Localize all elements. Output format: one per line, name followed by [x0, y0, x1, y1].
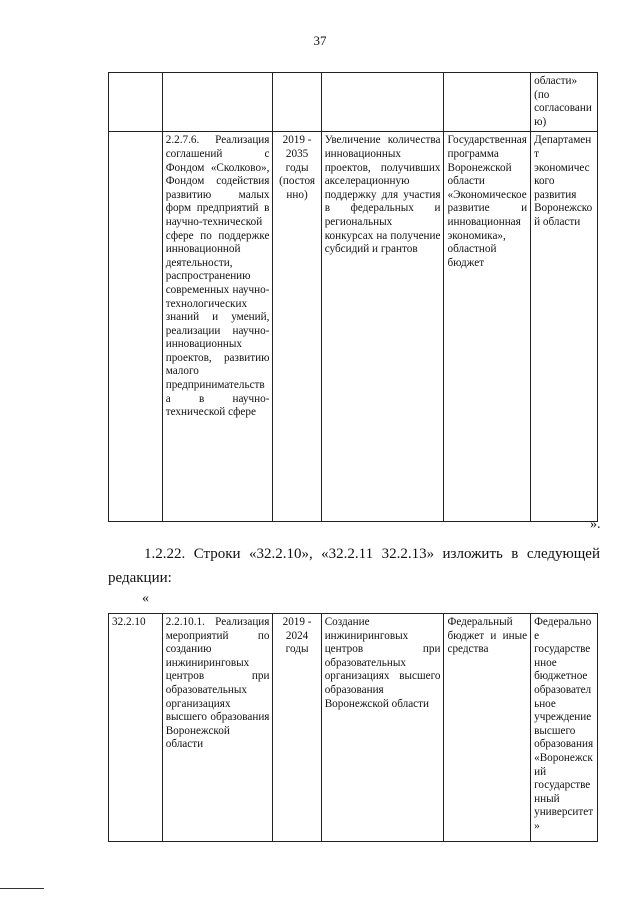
period-cell: 2019 - 2035 годы (постоянно) — [273, 132, 321, 522]
row-number-cell: 32.2.10 — [109, 614, 163, 842]
opening-quote: « — [142, 591, 149, 606]
row-number-cell — [109, 132, 163, 522]
executor-cell: области» (по согласованию) — [531, 73, 598, 132]
table-row — [109, 614, 598, 842]
footer-divider — [0, 888, 44, 889]
funding-source-cell: Федеральный бюджет и иные средства — [444, 614, 531, 842]
measure-name-cell: 2.2.7.6. Реализация соглашений с Фондом «Сколково», Фондом содействия развитию малых форм предприятий в научно-технической сфере по поддержке инновационной деятельности, распространению современных научно-технологических знаний и умений, реализации научно-инновационных проектов, развитию малого предпринимательства в научно-технической сфере — [162, 132, 273, 522]
amendment-paragraph — [108, 542, 600, 590]
expected-result-cell: Увеличение количества инновационных проектов, получивших акселерационную поддержку для участия в федеральных и региональных конкурсах на получение субсидий и грантов — [321, 132, 444, 522]
period-cell: 2019 - 2024 годы — [273, 614, 321, 842]
executor-cell: Федеральное государственное бюджетное образовательное учреждение высшего образования «Воронежский государственный университет» — [531, 614, 598, 842]
executor-cell: Департамент экономического развития Воронежской области — [531, 132, 598, 522]
table-cell — [444, 73, 531, 132]
table-cell — [162, 73, 273, 132]
table-cell — [109, 73, 163, 132]
measures-table-new — [108, 613, 598, 842]
funding-source-cell: Государственная программа Воронежской области «Экономическое развитие и инновационная экономика», областной бюджет — [444, 132, 531, 522]
measures-table-continued — [108, 72, 598, 522]
page-number: 37 — [313, 33, 327, 48]
table-cell — [321, 73, 444, 132]
expected-result-cell: Создание инжиниринговых центров при образовательных организациях высшего образования Воронежской области — [321, 614, 444, 842]
amendment-text: 1.2.22. Строки «32.2.10», «32.2.11 32.2.13» изложить в следующей редакции: — [108, 546, 600, 586]
table-cell — [273, 73, 321, 132]
closing-quote: ». — [590, 517, 601, 532]
table-row — [109, 132, 598, 522]
table-row — [109, 73, 598, 132]
measure-name-cell: 2.2.10.1. Реализация мероприятий по созданию инжиниринговых центров при образовательных организациях высшего образования Воронежской области — [162, 614, 273, 842]
